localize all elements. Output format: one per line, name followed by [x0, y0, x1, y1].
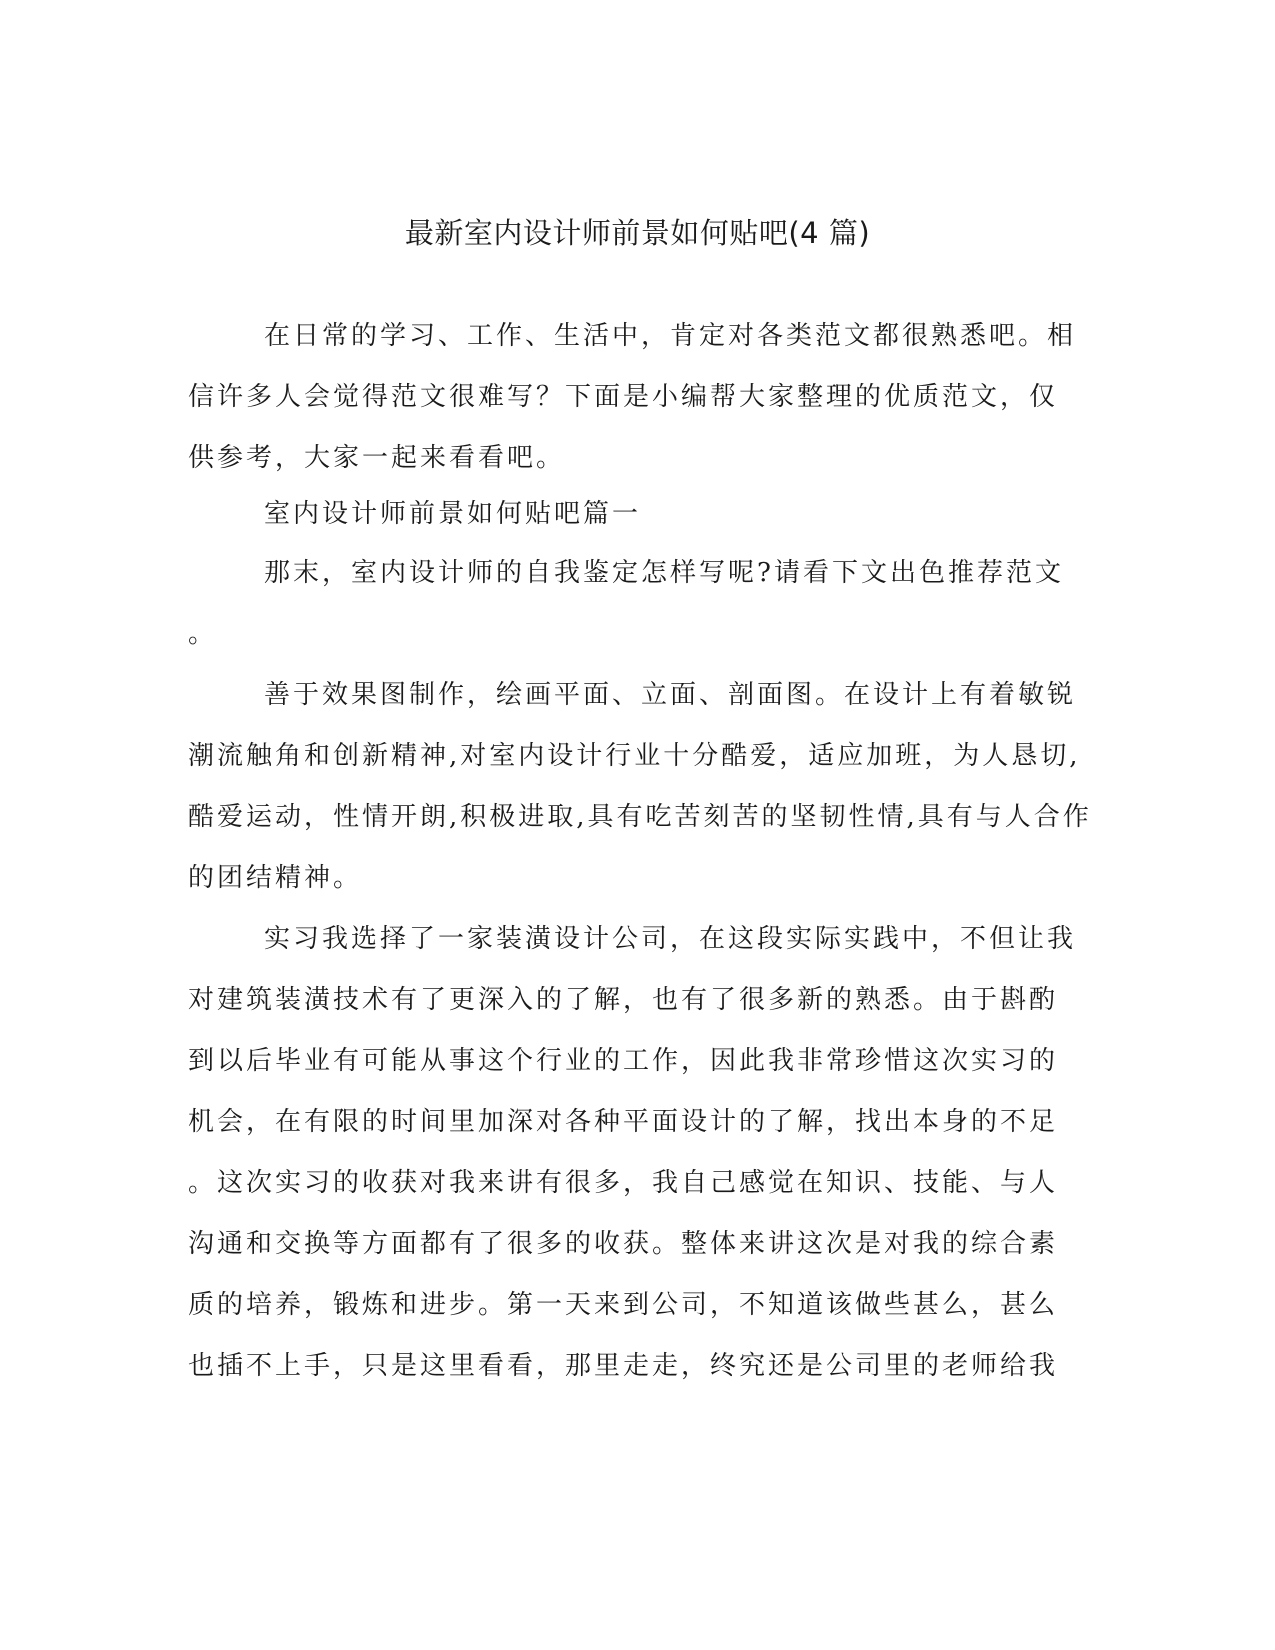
text-line: 到以后毕业有可能从事这个行业的工作，因此我非常珍惜这次实习的	[188, 1046, 1059, 1076]
text-line: 对建筑装潢技术有了更深入的了解，也有了很多新的熟悉。由于斟酌	[188, 985, 1059, 1015]
text-line: 善于效果图制作，绘画平面、立面、剖面图。在设计上有着敏锐	[264, 680, 1077, 710]
text-line: 供参考，大家一起来看看吧。	[188, 443, 566, 473]
text-line: 机会，在有限的时间里加深对各种平面设计的了解，找出本身的不足	[188, 1107, 1059, 1137]
section-heading	[188, 484, 1078, 545]
text-line: 的团结精神。	[188, 863, 363, 893]
section-heading-text: 室内设计师前景如何贴吧篇一	[264, 499, 642, 529]
text-line: 那末，室内设计师的自我鉴定怎样写呢?请看下文出色推荐范文	[264, 558, 1064, 588]
text-line: 潮流触角和创新精神,对室内设计行业十分酷爱，适应加班，为人恳切,	[188, 741, 1081, 771]
text-line: 在日常的学习、工作、生活中，肯定对各类范文都很熟悉吧。相	[264, 321, 1077, 351]
text-line: 。这次实习的收获对我来讲有很多，我自己感觉在知识、技能、与人	[188, 1168, 1059, 1198]
document-body	[188, 306, 1078, 489]
text-line: 酷爱运动，性情开朗,积极进取,具有吃苦刻苦的坚韧性情,具有与人合作	[188, 802, 1092, 832]
text-line: 也插不上手，只是这里看看，那里走走，终究还是公司里的老师给我	[188, 1351, 1059, 1381]
text-line: 沟通和交换等方面都有了很多的收获。整体来讲这次是对我的综合素	[188, 1229, 1059, 1259]
text-line: 质的培养，锻炼和进步。第一天来到公司，不知道该做些甚么，甚么	[188, 1290, 1059, 1320]
document-title: 最新室内设计师前景如何贴吧(4 篇)	[404, 216, 871, 250]
text-line: 。	[188, 619, 218, 649]
document-body	[188, 543, 1092, 1397]
text-line: 实习我选择了一家装潢设计公司，在这段实际实践中，不但让我	[264, 924, 1077, 954]
text-line: 信许多人会觉得范文很难写？下面是小编帮大家整理的优质范文，仅	[188, 382, 1059, 412]
